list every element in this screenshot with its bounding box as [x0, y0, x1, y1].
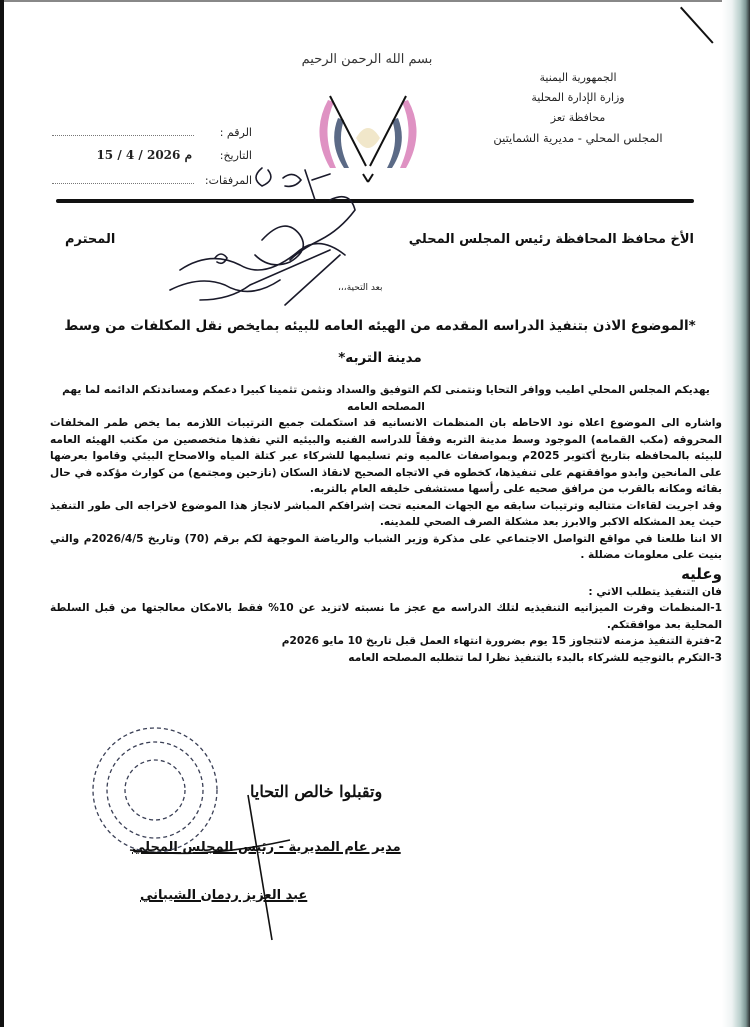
attachments-blank	[52, 174, 194, 184]
letter-body	[50, 382, 722, 666]
reference-blank	[52, 126, 194, 136]
subject-line: *الموضوع الاذن بتنفيذ الدراسه المقدمه من الهيئه العامه للبيئه بمايخص نقل المكلفات من وسط مدينة التربه*	[64, 318, 696, 366]
honorific: المحترم	[65, 232, 116, 247]
requirements-intro: فان التنفيذ يتطلب الاتي :	[588, 585, 722, 598]
letterhead-line: وزارة الإدارة المحلية	[531, 91, 625, 104]
letterhead-line: الجمهورية اليمنية	[539, 71, 617, 84]
requirement-item: 1-المنظمات وفرت الميزانيه التنفيذيه لتلك الدراسه مع عجز ما نسبته لاتزيد عن 10% فقط بالامكان معالجتها من قبل السلطة المحلية بعد موافقتكم.	[50, 602, 722, 631]
reference-row	[52, 126, 252, 152]
requirement-item: 3-التكرم بالتوجيه للشركاء بالبدء بالتنفيذ نظرا لما تتطلبه المصلحه العامه	[348, 651, 722, 664]
date-value: 15 / 4 / 2026 م	[96, 148, 192, 162]
date-label: التاريخ:	[219, 149, 252, 162]
body-paragraph: وقد اجريت لقاءات متتاليه وترتيبات سابقه مع الجهات المعنيه تحت إشرافكم المباشر لانجاز هذا الموضوع لاخراجه الى طور التنفيذ حيث يعد المشكله الاكبر والابرز بعد مشكلة الصرف الصحي للمدينه.	[50, 499, 722, 528]
basmala: بسم الله الرحمن الرحيم	[301, 52, 433, 67]
yemen-emblem-icon	[308, 88, 428, 188]
reference-label: الرقم :	[219, 126, 252, 139]
addressee: الأخ محافظ المحافظة رئيس المجلس المحلي	[408, 232, 694, 247]
signatory-title: مدير عام المديرية - رئيس المجلس المحلي	[132, 840, 401, 855]
requirements-list	[50, 600, 722, 666]
requirement-item: 2-فترة التنفيذ مزمنه لاتتجاوز 15 يوم بضرورة انتهاء العمل قبل تاريخ 10 مايو 2026م	[281, 635, 722, 647]
attachments-label: المرفقات:	[204, 174, 252, 187]
after-greeting: بعد التحية،،،	[338, 283, 383, 293]
body-paragraph: الا اننا طلعنا في مواقع التواصل الاجتماعي على مذكرة وزير الشباب والرياضة الموجهة لكم برقم (70) وتاريخ 2026/4/5م والتي بنيت على معلومات مضللة .	[50, 532, 722, 561]
header-divider	[56, 199, 694, 203]
letterhead-authority	[458, 68, 698, 148]
scan-top-edge	[0, 0, 750, 2]
letterhead-line: المجلس المحلي - مديرية الشمايتين	[493, 131, 663, 145]
pen-mark	[680, 7, 714, 44]
scan-left-edge	[0, 0, 4, 1027]
greeting-paragraph: يهديكم المجلس المحلي اطيب ووافر التحايا ونتمنى لكم التوفيق والسداد ونثمن تثمينا كبيرا دعمكم ومساندتكم الدائمه لما يهم المصلحه العامه	[62, 384, 710, 413]
therefore-heading: وعليه	[681, 564, 722, 583]
signature-stroke-icon	[130, 795, 290, 940]
closing-salutation: وتقبلوا خالص التحايا	[250, 782, 383, 801]
letterhead-line: محافظة تعز	[550, 111, 606, 124]
scan-right-edge	[722, 0, 750, 1027]
attachments-row	[52, 174, 252, 200]
signatory-name: عبد العزيز ردمان الشيباني	[140, 888, 308, 903]
official-stamp-icon	[93, 728, 217, 852]
letterhead-meta	[52, 126, 252, 200]
body-paragraph: واشاره الى الموضوع اعلاه نود الاحاطه بان المنظمات الانسانيه قد استكملت جميع الترتيبات اللازمه بما يخص طمر المخلفات المحروقه (مكب القمامه) الموجود وسط مدينة التربه وفقاً للدراسه الفنيه والبيئيه التي نفذها متخصصين من مكتب الهيئه العامه للبيئه بالمحافظه بتاريخ أكتوبر 2025م وبمواصفات عالميه وتم تسليمها للشركاء عبر كتلة المياه والاصحاح البيئي وقاموا بعرضها على المانحين وابدو موافقتهم على تنفيذها، كخطوه في الاتجاه الصحيح لانقاذ السكان (نازحين ومجتمع) من كوارث مؤكده في حال بقائه ومكانه بالقرب من مرافق صحيه على رأسها مستشفى خليفه العام بالتربه.	[50, 417, 722, 495]
